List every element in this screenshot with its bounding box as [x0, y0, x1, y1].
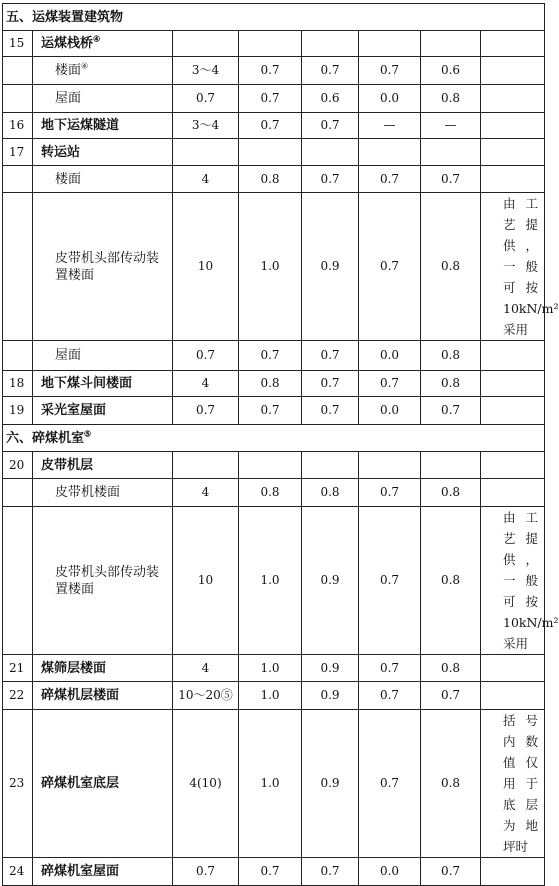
value-cell: 0.7: [239, 858, 302, 886]
value-cell: [302, 31, 359, 57]
value-cell: 0.8: [421, 371, 481, 397]
remark-cell: 由工艺提供，一般可按 10kN/m² 采用: [481, 507, 545, 655]
row-number: 15: [3, 31, 33, 57]
table-row: [3, 113, 545, 139]
value-cell: 0.8: [302, 479, 359, 507]
item-name-text: 转运站: [41, 144, 81, 160]
remark-cell: [481, 858, 545, 886]
value-cell: 0.8: [239, 166, 302, 193]
table-row: [3, 139, 545, 166]
item-name-text: 屋面: [55, 348, 82, 363]
value-cell: 4: [173, 166, 239, 193]
row-number: 22: [3, 682, 33, 710]
value-cell: 10～20⑤: [173, 682, 239, 710]
item-name-text: 碎煤机层楼面: [41, 688, 120, 703]
value-cell: 1.0: [239, 682, 302, 710]
value-cell: 0.0: [359, 341, 421, 371]
value-cell: 0.6: [421, 57, 481, 85]
item-name-text: 采光室屋面: [41, 403, 107, 418]
value-cell: 0.9: [302, 655, 359, 682]
table-row: [3, 710, 545, 858]
item-name-text: 皮带机头部传动装置楼面: [55, 564, 160, 597]
item-name: [33, 113, 173, 139]
value-cell: 4: [173, 655, 239, 682]
value-cell: 0.9: [302, 193, 359, 341]
remark-cell: [481, 139, 545, 166]
footnote-mark: ④: [93, 33, 101, 44]
value-cell: 0.7: [359, 166, 421, 193]
remark-cell: [481, 31, 545, 57]
value-cell: [173, 139, 239, 166]
item-name: [33, 710, 173, 858]
item-name: [33, 139, 173, 166]
item-name: [33, 166, 173, 193]
value-cell: 0.7: [239, 113, 302, 139]
row-number: 17: [3, 139, 33, 166]
value-cell: [421, 452, 481, 479]
value-cell: [359, 139, 421, 166]
remark-cell: [481, 682, 545, 710]
value-cell: 0.7: [359, 655, 421, 682]
value-cell: 0.7: [239, 397, 302, 425]
row-number: 19: [3, 397, 33, 425]
value-cell: 0.7: [359, 57, 421, 85]
item-name: [33, 397, 173, 425]
value-cell: 0.8: [239, 479, 302, 507]
value-cell: —: [421, 113, 481, 139]
value-cell: [421, 31, 481, 57]
value-cell: 0.7: [239, 57, 302, 85]
remark-cell: [481, 166, 545, 193]
value-cell: 1.0: [239, 507, 302, 655]
item-name-text: 地下运煤隧道: [41, 118, 120, 133]
table-row: [3, 397, 545, 425]
table-row: [3, 507, 545, 655]
row-number: 20: [3, 452, 33, 479]
row-number: [3, 193, 33, 341]
value-cell: [302, 139, 359, 166]
item-name-text: 碎煤机室屋面: [41, 864, 120, 879]
value-cell: 3～4: [173, 113, 239, 139]
table-row: [3, 31, 545, 57]
value-cell: 3～4: [173, 57, 239, 85]
value-cell: 0.7: [302, 858, 359, 886]
remark-cell: [481, 341, 545, 371]
value-cell: 0.7: [173, 341, 239, 371]
value-cell: [173, 31, 239, 57]
value-cell: 0.7: [302, 397, 359, 425]
table-row: [3, 371, 545, 397]
value-cell: 0.0: [359, 397, 421, 425]
value-cell: [239, 452, 302, 479]
item-name: [33, 452, 173, 479]
value-cell: 1.0: [239, 655, 302, 682]
value-cell: 0.7: [421, 682, 481, 710]
item-name: [33, 341, 173, 371]
value-cell: —: [359, 113, 421, 139]
item-name-text: 皮带机楼面: [55, 485, 121, 500]
table-row: [3, 85, 545, 113]
row-number: [3, 507, 33, 655]
table-row: [3, 655, 545, 682]
value-cell: 0.8: [421, 479, 481, 507]
item-name-text: 碎煤机室底层: [41, 776, 120, 791]
value-cell: 0.7: [239, 85, 302, 113]
row-number: 16: [3, 113, 33, 139]
value-cell: 0.9: [302, 507, 359, 655]
footnote-mark: ④: [81, 61, 89, 71]
row-number: [3, 341, 33, 371]
section-title-text: 六、碎煤机室: [6, 430, 85, 446]
table-body: [3, 4, 559, 886]
value-cell: 0.8: [421, 507, 481, 655]
value-cell: 10: [173, 193, 239, 341]
value-cell: 0.7: [302, 341, 359, 371]
value-cell: 0.8: [421, 710, 481, 858]
value-cell: 0.9: [302, 682, 359, 710]
remark-cell: [481, 85, 545, 113]
value-cell: [239, 31, 302, 57]
item-name: [33, 31, 173, 57]
value-cell: 0.7: [239, 341, 302, 371]
value-cell: 0.8: [239, 371, 302, 397]
value-cell: [302, 452, 359, 479]
remark-cell: [481, 479, 545, 507]
value-cell: [359, 452, 421, 479]
item-name: [33, 193, 173, 341]
value-cell: [239, 139, 302, 166]
item-name: [33, 655, 173, 682]
remark-cell: [481, 371, 545, 397]
row-number: 18: [3, 371, 33, 397]
item-name-text: 皮带机头部传动装置楼面: [55, 250, 160, 283]
item-name: [33, 479, 173, 507]
item-name: [33, 858, 173, 886]
row-number: 23: [3, 710, 33, 858]
value-cell: [421, 139, 481, 166]
table-row: [3, 57, 545, 85]
value-cell: 0.6: [302, 85, 359, 113]
item-name-text: 地下煤斗间楼面: [41, 376, 133, 391]
value-cell: 0.7: [359, 682, 421, 710]
value-cell: 0.7: [421, 397, 481, 425]
item-name: [33, 371, 173, 397]
remark-cell: 括号内数值仅用于底层为地坪时: [481, 710, 545, 858]
section-title-text: 五、运煤装置建筑物: [6, 9, 124, 25]
value-cell: 4: [173, 371, 239, 397]
item-name-text: 运煤栈桥: [41, 36, 94, 51]
value-cell: 0.7: [359, 193, 421, 341]
value-cell: 4: [173, 479, 239, 507]
value-cell: 0.7: [302, 166, 359, 193]
item-name: [33, 682, 173, 710]
value-cell: 0.7: [359, 507, 421, 655]
item-name-text: 屋面: [55, 91, 82, 106]
section-title: [3, 4, 545, 31]
value-cell: 0.7: [173, 858, 239, 886]
section-row: [3, 425, 545, 452]
value-cell: 0.7: [421, 858, 481, 886]
value-cell: 0.7: [173, 397, 239, 425]
value-cell: 0.8: [421, 655, 481, 682]
value-cell: 0.7: [302, 113, 359, 139]
remark-cell: [481, 397, 545, 425]
section-title: [3, 425, 545, 452]
value-cell: 0.8: [421, 193, 481, 341]
table-row: [3, 858, 545, 886]
row-number: [3, 57, 33, 85]
value-cell: [173, 452, 239, 479]
item-name-text: 皮带机层: [41, 457, 94, 473]
value-cell: 0.7: [173, 85, 239, 113]
footnote-mark: ⑤: [84, 428, 92, 439]
value-cell: 10: [173, 507, 239, 655]
remark-cell: [481, 57, 545, 85]
remark-cell: [481, 113, 545, 139]
table-row: [3, 341, 545, 371]
value-cell: 0.7: [359, 371, 421, 397]
value-cell: 0.0: [359, 858, 421, 886]
row-number: [3, 479, 33, 507]
item-name-text: 煤筛层楼面: [41, 660, 107, 676]
section-row: [3, 4, 545, 31]
item-name: [33, 507, 173, 655]
value-cell: 0.0: [359, 85, 421, 113]
item-name: [33, 57, 173, 85]
value-cell: 1.0: [239, 193, 302, 341]
value-cell: 0.7: [359, 479, 421, 507]
value-cell: 0.7: [302, 57, 359, 85]
value-cell: 1.0: [239, 710, 302, 858]
row-number: [3, 166, 33, 193]
row-number: 24: [3, 858, 33, 886]
table-row: [3, 479, 545, 507]
value-cell: 0.8: [421, 341, 481, 371]
table-row: [3, 452, 545, 479]
value-cell: 4(10): [173, 710, 239, 858]
row-number: [3, 85, 33, 113]
table-row: [3, 193, 545, 341]
value-cell: 0.7: [421, 166, 481, 193]
value-cell: 0.7: [302, 371, 359, 397]
item-name-text: 楼面: [55, 171, 82, 187]
item-name: [33, 85, 173, 113]
item-name-text: 楼面: [55, 63, 82, 78]
load-table: [2, 3, 559, 886]
table-row: [3, 682, 545, 710]
remark-cell: [481, 452, 545, 479]
remark-cell: 由工艺提供，一般可按 10kN/m² 采用: [481, 193, 545, 341]
value-cell: 0.7: [359, 710, 421, 858]
value-cell: 0.8: [421, 85, 481, 113]
remark-cell: [481, 655, 545, 682]
value-cell: 0.9: [302, 710, 359, 858]
table-row: [3, 166, 545, 193]
value-cell: [359, 31, 421, 57]
row-number: 21: [3, 655, 33, 682]
